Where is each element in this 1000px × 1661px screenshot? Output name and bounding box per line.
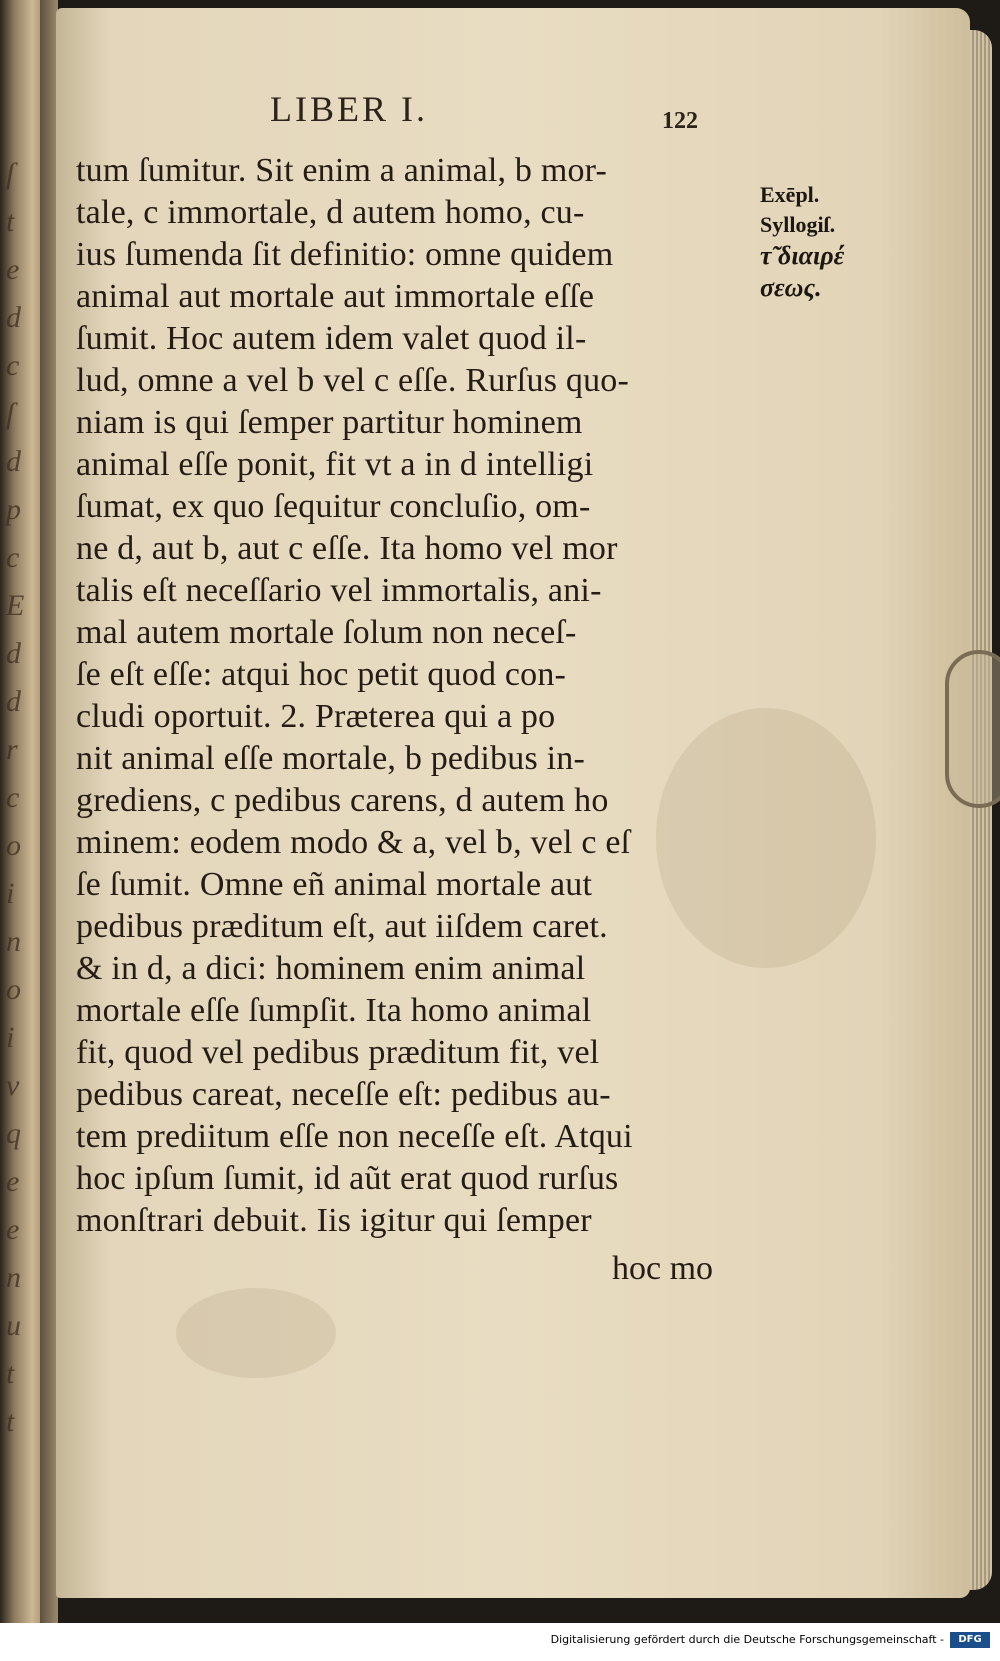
marginal-note-line: Syllogiſ. bbox=[760, 212, 836, 237]
dfg-logo: DFG bbox=[950, 1632, 990, 1648]
text-line: niam is qui ſemper partitur hominem bbox=[76, 404, 583, 441]
paper-stain bbox=[176, 1288, 336, 1378]
text-line: ſe eſt eſſe: atqui hoc petit quod con- bbox=[76, 656, 567, 693]
text-line: grediens, c pedibus carens, d autem ho bbox=[76, 782, 609, 819]
marginal-note-line: τ̃ διαιρέ bbox=[760, 241, 845, 270]
text-line: nit animal eſſe mortale, b pedibus in- bbox=[76, 740, 585, 777]
text-line: ne d, aut b, aut c eſſe. Ita homo vel mor bbox=[76, 530, 618, 567]
text-line: ſumit. Hoc autem idem valet quod il- bbox=[76, 320, 587, 357]
text-line: fit, quod vel pedibus præditum fit, vel bbox=[76, 1034, 600, 1071]
text-line: monſtrari debuit. Iis igitur qui ſemper bbox=[76, 1202, 592, 1239]
text-line: pedibus careat, neceſſe eſt: pedibus au- bbox=[76, 1076, 611, 1113]
text-line: ius ſumenda ſit definitio: omne quidem bbox=[76, 236, 614, 273]
text-line: tale, c immortale, d autem homo, cu- bbox=[76, 194, 585, 231]
page-clasp bbox=[945, 650, 1000, 808]
previous-page-edge bbox=[0, 0, 40, 1623]
marginal-note-line: σεως. bbox=[760, 273, 822, 302]
text-line: animal aut mortale aut immortale eſſe bbox=[76, 278, 595, 315]
page-number: 122 bbox=[662, 108, 698, 134]
catchword: hoc mo bbox=[612, 1250, 714, 1287]
marginal-note bbox=[760, 180, 844, 304]
running-title: LIBER I. bbox=[270, 89, 428, 129]
main-text-block bbox=[76, 150, 756, 1242]
footer bbox=[0, 1623, 1000, 1661]
text-line: cludi oportuit. 2. Præterea qui a po bbox=[76, 698, 556, 735]
text-line: hoc ipſum ſumit, id aũt erat quod rurſus bbox=[76, 1160, 619, 1197]
text-line: & in d, a dici: hominem enim animal bbox=[76, 950, 586, 987]
funding-credit: Digitalisierung gefördert durch die Deutsche Forschungsgemeinschaft - bbox=[550, 1633, 944, 1646]
previous-page-fragments: ſ t e d c ſ d p c E d d r c o i n o i v q e e n u t t bbox=[6, 157, 25, 1438]
text-line: talis eſt neceſſario vel immortalis, ani- bbox=[76, 572, 602, 609]
text-line: mal autem mortale ſolum non neceſ- bbox=[76, 614, 577, 651]
text-line: animal eſſe ponit, fit vt a in d intelligi bbox=[76, 446, 594, 483]
text-line: lud, omne a vel b vel c eſſe. Rurſus quo- bbox=[76, 362, 630, 399]
text-line: tum ſumitur. Sit enim a animal, b mor- bbox=[76, 152, 608, 189]
text-line: ſumat, ex quo ſequitur concluſio, om- bbox=[76, 488, 591, 525]
marginal-note-line: Exēpl. bbox=[760, 182, 820, 207]
text-line: tem prediitum eſſe non neceſſe eſt. Atqui bbox=[76, 1118, 633, 1155]
text-line: pedibus præditum eſt, aut iiſdem caret. bbox=[76, 908, 608, 945]
text-line: ſe ſumit. Omne eñ animal mortale aut bbox=[76, 866, 593, 903]
text-line: mortale eſſe ſumpſit. Ita homo animal bbox=[76, 992, 592, 1029]
text-line: minem: eodem modo & a, vel b, vel c eſ bbox=[76, 824, 631, 861]
